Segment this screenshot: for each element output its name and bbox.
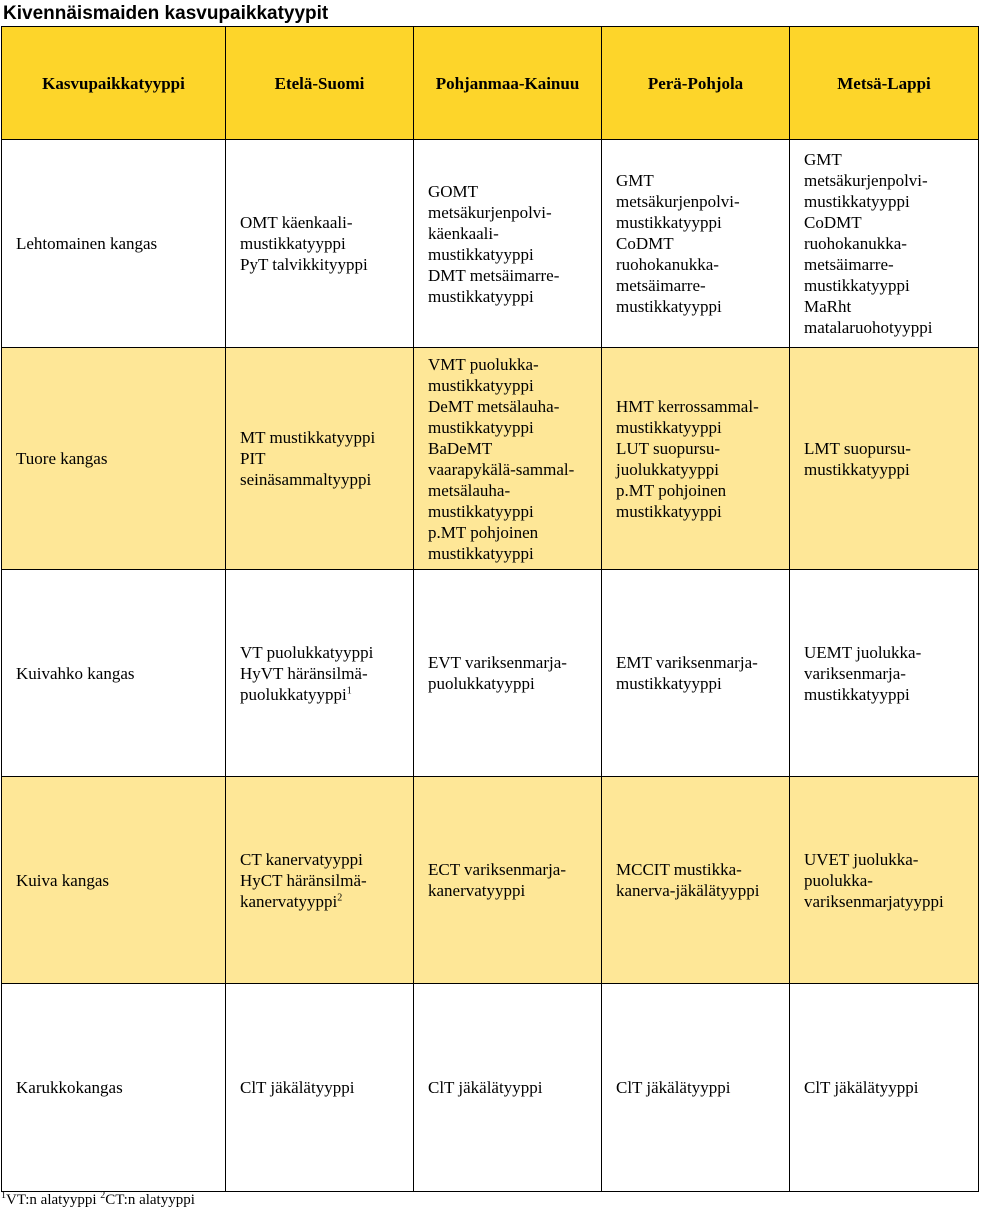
cell-metsa-lappi (790, 570, 979, 777)
cell-line: p.MT pohjoinen (616, 480, 727, 500)
cell-line: vaarapykälä-sammal- (428, 459, 575, 479)
cell-line: ClT jäkälätyyppi (428, 1078, 543, 1097)
footnote-mark-2: 2 (100, 1190, 106, 1201)
footnote-text-1: VT:n alatyyppi (6, 1192, 97, 1208)
cell-line: CoDMT (804, 213, 862, 232)
cell-line: UEMT juolukka- (804, 642, 922, 662)
cell-pohjanmaa-kainuu (414, 140, 602, 348)
table-row (2, 570, 979, 777)
cell-pera-pohjola (602, 984, 790, 1192)
cell-line: kanervatyyppi (428, 881, 526, 900)
cell-line: mustikkatyyppi (428, 286, 534, 306)
row-label: Lehtomainen kangas (2, 140, 226, 348)
cell-line: seinäsammaltyyppi (240, 470, 372, 489)
table-row (2, 140, 979, 348)
cell-etela-suomi (226, 570, 414, 777)
row-label: Karukkokangas (2, 984, 226, 1192)
cell-line (240, 684, 413, 705)
header-etela-suomi: Etelä-Suomi (226, 27, 414, 140)
cell-etela-suomi (226, 140, 414, 348)
cell-pera-pohjola (602, 777, 790, 984)
cell-line: mustikkatyyppi (616, 417, 722, 437)
cell-line: mustikkatyyppi (804, 192, 910, 211)
cell-etela-suomi (226, 777, 414, 984)
cell-line: MCCIT mustikka- (616, 860, 742, 879)
cell-line: mustikkatyyppi (240, 234, 346, 253)
cell-line: matalaruohotyyppi (804, 318, 933, 337)
cell-line: HyCT häränsilmä- (240, 870, 367, 890)
cell-line-text: kanervatyyppi (240, 891, 338, 911)
cell-line: kanerva-jäkälätyyppi (616, 881, 760, 900)
cell-pera-pohjola (602, 348, 790, 570)
cell-line: PyT talvikkityyppi (240, 255, 368, 274)
row-label: Kuiva kangas (2, 777, 226, 984)
cell-line: MaRht (804, 297, 852, 316)
cell-line: LMT suopursu- (804, 438, 911, 458)
cell-line: mustikkatyyppi (428, 244, 534, 264)
cell-line: BaDeMT (428, 438, 493, 458)
cell-line (240, 891, 413, 912)
cell-pohjanmaa-kainuu (414, 984, 602, 1192)
page-title: Kivennäismaiden kasvupaikkatyypit (3, 3, 329, 24)
cell-line: metsäimarre- (804, 255, 894, 274)
header-pohjanmaa-kainuu: Pohjanmaa-Kainuu (414, 27, 602, 140)
cell-line: UVET juolukka- (804, 849, 919, 869)
cell-line: ClT jäkälätyyppi (804, 1078, 919, 1097)
cell-line: p.MT pohjoinen (428, 522, 539, 542)
cell-metsa-lappi (790, 984, 979, 1192)
row-label: Kuivahko kangas (2, 570, 226, 777)
cell-line: mustikkatyyppi (804, 684, 910, 704)
cell-line: mustikkatyyppi (804, 276, 910, 295)
cell-etela-suomi (226, 984, 414, 1192)
row-label: Tuore kangas (2, 348, 226, 570)
cell-line: mustikkatyyppi (616, 213, 722, 232)
cell-line: HMT kerrossammal- (616, 396, 759, 416)
cell-line: OMT käenkaali- (240, 213, 353, 232)
cell-pera-pohjola (602, 140, 790, 348)
header-pera-pohjola: Perä-Pohjola (602, 27, 790, 140)
forest-site-type-table (1, 26, 979, 1192)
cell-line: ruohokanukka- (616, 255, 719, 274)
cell-line: variksenmarjatyyppi (804, 891, 944, 911)
cell-line: CT kanervatyyppi (240, 849, 363, 869)
cell-line: mustikkatyyppi (428, 501, 534, 521)
cell-line-text: puolukkatyyppi (240, 684, 347, 704)
cell-line: VMT puolukka- (428, 354, 539, 374)
cell-line: LUT suopursu- (616, 438, 721, 458)
cell-pohjanmaa-kainuu (414, 570, 602, 777)
footnote-mark-1: 1 (1, 1190, 6, 1201)
cell-line: metsäkurjenpolvi- (616, 192, 740, 211)
table-row (2, 777, 979, 984)
cell-line: EMT variksenmarja- (616, 653, 758, 672)
cell-line: käenkaali- (428, 223, 499, 243)
cell-line: metsäimarre- (616, 276, 706, 295)
cell-line: ECT variksenmarja- (428, 860, 567, 879)
cell-line: MT mustikkatyyppi (240, 428, 376, 447)
cell-etela-suomi (226, 348, 414, 570)
cell-line: PIT (240, 449, 266, 468)
cell-line: GOMT (428, 181, 479, 201)
cell-line: GMT (804, 150, 842, 169)
cell-pohjanmaa-kainuu (414, 348, 602, 570)
cell-line: mustikkatyyppi (616, 297, 722, 316)
cell-line: ClT jäkälätyyppi (616, 1078, 731, 1097)
cell-metsa-lappi (790, 140, 979, 348)
footnote (1, 1191, 195, 1209)
cell-line: mustikkatyyppi (616, 674, 722, 693)
cell-line: juolukkatyyppi (616, 459, 719, 479)
cell-line: HyVT häränsilmä- (240, 663, 368, 683)
cell-line: GMT (616, 171, 654, 190)
cell-line: mustikkatyyppi (428, 375, 534, 395)
cell-metsa-lappi (790, 348, 979, 570)
cell-line: metsäkurjenpolvi- (428, 202, 552, 222)
footnote-marker: 2 (337, 891, 343, 903)
cell-pera-pohjola (602, 570, 790, 777)
cell-line: mustikkatyyppi (616, 501, 722, 521)
cell-line: puolukka- (804, 870, 873, 890)
cell-pohjanmaa-kainuu (414, 777, 602, 984)
cell-line: mustikkatyyppi (804, 459, 910, 479)
cell-line: ClT jäkälätyyppi (240, 1078, 355, 1097)
cell-line: puolukkatyyppi (428, 674, 535, 693)
table-row (2, 348, 979, 570)
footnote-marker: 1 (346, 684, 352, 696)
table-row (2, 984, 979, 1192)
table-header-row (2, 27, 979, 140)
cell-line: DMT metsäimarre- (428, 265, 560, 285)
cell-line: mustikkatyyppi (428, 543, 534, 563)
cell-line: metsälauha- (428, 480, 511, 500)
cell-line: DeMT metsälauha- (428, 396, 560, 416)
cell-line: mustikkatyyppi (428, 417, 534, 437)
cell-line: ruohokanukka- (804, 234, 907, 253)
footnote-text-2: CT:n alatyyppi (105, 1192, 195, 1208)
cell-line: metsäkurjenpolvi- (804, 171, 928, 190)
header-metsa-lappi: Metsä-Lappi (790, 27, 979, 140)
cell-line: CoDMT (616, 234, 674, 253)
cell-line: EVT variksenmarja- (428, 653, 567, 672)
cell-metsa-lappi (790, 777, 979, 984)
header-kasvupaikkatyyppi: Kasvupaikkatyyppi (2, 27, 226, 140)
cell-line: variksenmarja- (804, 663, 906, 683)
cell-line: VT puolukkatyyppi (240, 642, 374, 662)
